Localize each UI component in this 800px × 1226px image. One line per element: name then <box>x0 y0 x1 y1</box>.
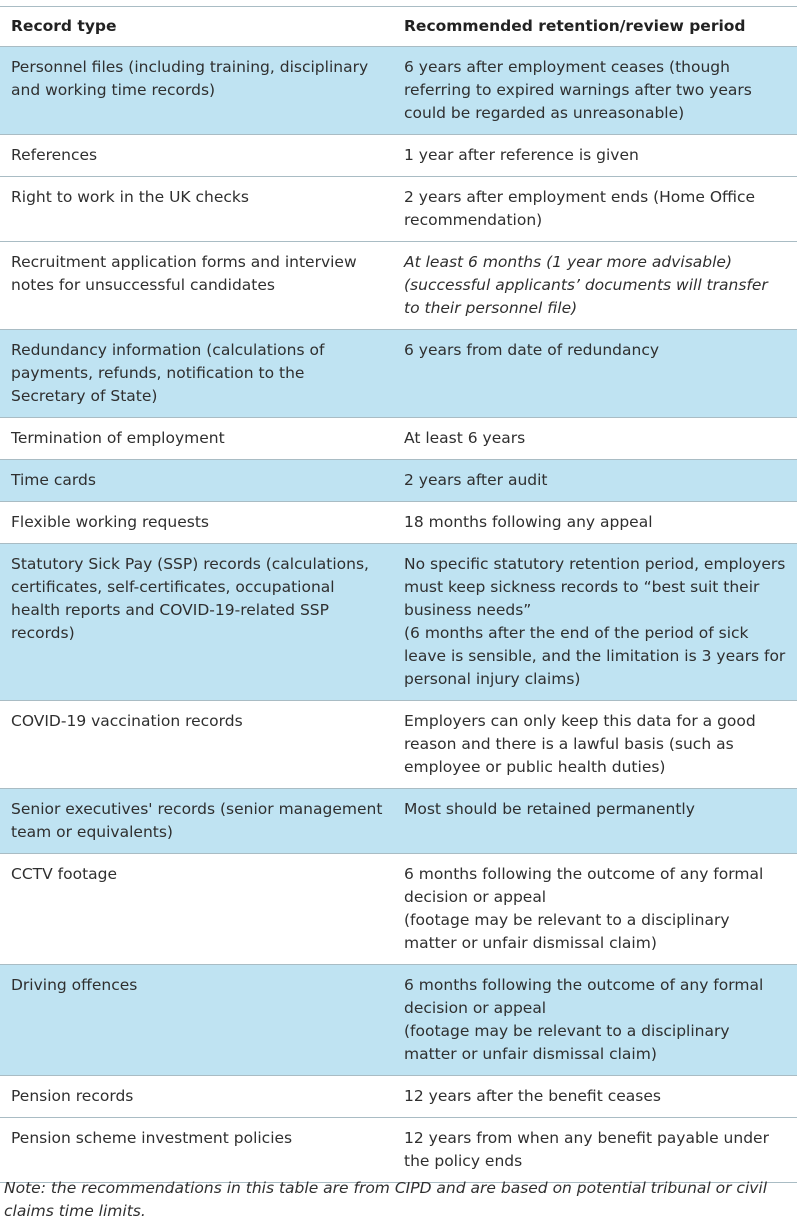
record-type-cell: CCTV footage <box>0 854 393 965</box>
record-type-cell: Flexible working requests <box>0 502 393 544</box>
header-retention-period: Recommended retention/review period <box>393 7 797 47</box>
retention-period-cell: 6 years after employment ceases (though referring to expired warnings after two years could be regarded as unreasonable) <box>393 47 797 135</box>
retention-period-cell: At least 6 months (1 year more advisable) (successful applicants’ documents will transfer to their personnel file) <box>393 242 797 330</box>
table-header-row <box>0 7 797 47</box>
table-row <box>0 47 797 135</box>
table-row <box>0 177 797 242</box>
header-record-type: Record type <box>0 7 393 47</box>
record-type-cell: Recruitment application forms and interview notes for unsuccessful candidates <box>0 242 393 330</box>
record-type-cell: Redundancy information (calculations of payments, refunds, notification to the Secretary of State) <box>0 330 393 418</box>
record-type-cell: Statutory Sick Pay (SSP) records (calculations, certificates, self-certificates, occupational health reports and COVID-19-related SSP records) <box>0 544 393 701</box>
table-row <box>0 418 797 460</box>
record-type-cell: Pension records <box>0 1076 393 1118</box>
record-type-cell: Driving offences <box>0 965 393 1076</box>
table-footnote: Note: the recommendations in this table are from CIPD and are based on potential tribunal or civil claims time limits. <box>4 1179 768 1220</box>
record-type-cell: Senior executives' records (senior management team or equivalents) <box>0 789 393 854</box>
table-row <box>0 330 797 418</box>
table-row <box>0 135 797 177</box>
table-row <box>0 789 797 854</box>
table-row <box>0 701 797 789</box>
retention-period-cell: At least 6 years <box>393 418 797 460</box>
table-row <box>0 854 797 965</box>
table-body <box>0 47 797 1183</box>
retention-period-cell: 12 years after the benefit ceases <box>393 1076 797 1118</box>
table-row <box>0 502 797 544</box>
record-type-cell: Time cards <box>0 460 393 502</box>
retention-table-container <box>0 6 797 1183</box>
record-type-cell: Personnel files (including training, disciplinary and working time records) <box>0 47 393 135</box>
table-row <box>0 242 797 330</box>
retention-period-cell: 6 years from date of redundancy <box>393 330 797 418</box>
record-type-cell: References <box>0 135 393 177</box>
retention-period-cell: Most should be retained permanently <box>393 789 797 854</box>
retention-period-cell: 2 years after audit <box>393 460 797 502</box>
retention-period-cell: 18 months following any appeal <box>393 502 797 544</box>
record-type-cell: Termination of employment <box>0 418 393 460</box>
table-row <box>0 965 797 1076</box>
record-type-cell: Pension scheme investment policies <box>0 1118 393 1183</box>
table-row <box>0 1076 797 1118</box>
retention-period-cell: 1 year after reference is given <box>393 135 797 177</box>
table-row <box>0 544 797 701</box>
table-row <box>0 460 797 502</box>
retention-period-cell: 6 months following the outcome of any formal decision or appeal (footage may be relevant to a disciplinary matter or unfair dismissal claim) <box>393 965 797 1076</box>
retention-period-cell: 2 years after employment ends (Home Office recommendation) <box>393 177 797 242</box>
record-type-cell: COVID-19 vaccination records <box>0 701 393 789</box>
retention-table <box>0 6 797 1183</box>
retention-period-cell: 12 years from when any benefit payable under the policy ends <box>393 1118 797 1183</box>
table-row <box>0 1118 797 1183</box>
retention-period-cell: Employers can only keep this data for a good reason and there is a lawful basis (such as employee or public health duties) <box>393 701 797 789</box>
record-type-cell: Right to work in the UK checks <box>0 177 393 242</box>
retention-period-cell: 6 months following the outcome of any formal decision or appeal (footage may be relevant to a disciplinary matter or unfair dismissal claim) <box>393 854 797 965</box>
retention-period-cell: No specific statutory retention period, employers must keep sickness records to “best suit their business needs” (6 months after the end of the period of sick leave is sensible, and the limitation is 3 years for personal injury claims) <box>393 544 797 701</box>
